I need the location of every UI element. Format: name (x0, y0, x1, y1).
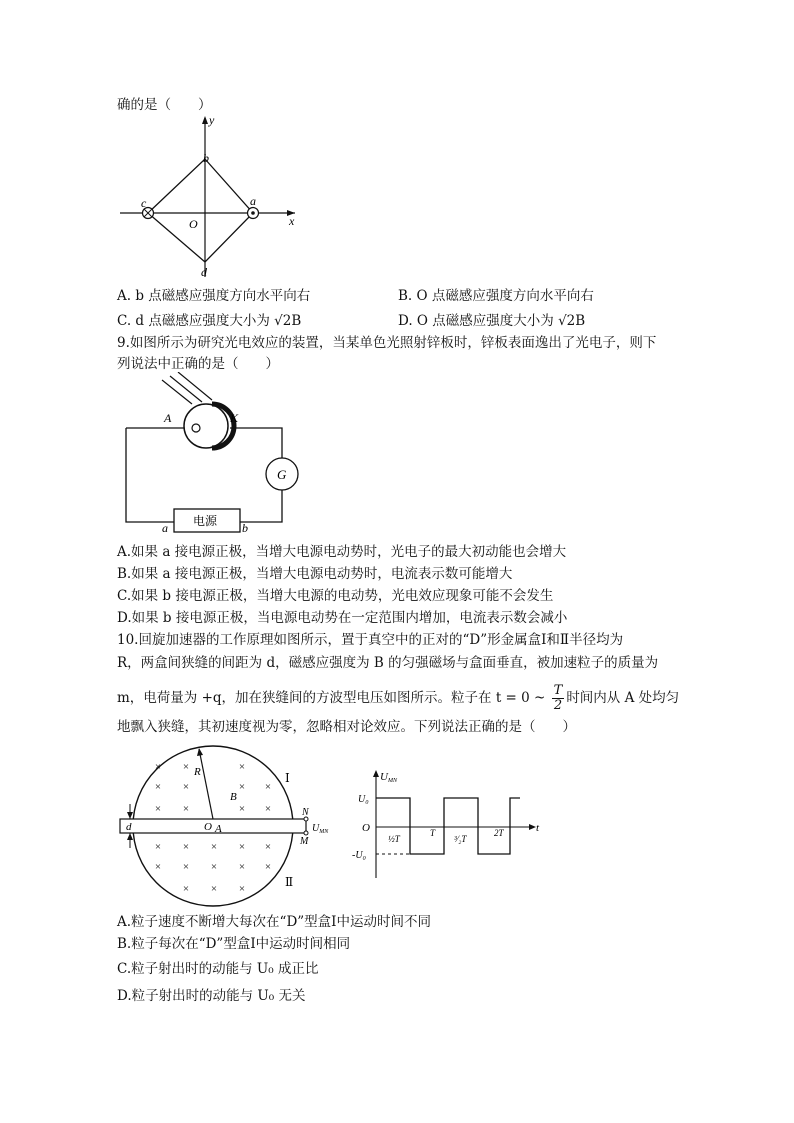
svg-text:×: × (154, 861, 162, 873)
q10-option-d: D.粒子射出时的动能与 U₀ 无关 (117, 988, 306, 1004)
q10-option-c: C.粒子射出时的动能与 U₀ 成正比 (117, 961, 319, 977)
fraction-denominator: 2 (553, 698, 563, 713)
q10-voltage-graph (350, 768, 545, 880)
origin-label: O (362, 822, 370, 834)
svg-text:×: × (264, 861, 272, 873)
point-a-label: A (215, 823, 222, 835)
center-o-label: O (204, 821, 212, 833)
svg-text:×: × (182, 841, 190, 853)
q10-dee-figure (118, 742, 340, 910)
svg-text:×: × (154, 841, 162, 853)
q9-figure (120, 372, 300, 537)
svg-text:×: × (238, 803, 246, 815)
terminal-b-label: b (242, 521, 248, 535)
terminal-m-label: M (300, 836, 309, 847)
two-t-tick-label: 2T (494, 828, 504, 838)
svg-text:×: × (154, 761, 162, 773)
point-b-label: b (203, 151, 209, 165)
q8-option-a: A. b 点磁感应强度方向水平向右 (117, 288, 311, 304)
q9-option-d: D.如果 b 接电源正极，当电源电动势在一定范围内增加，电流表示数会减小 (117, 610, 568, 626)
anode-label: A (164, 411, 172, 425)
svg-text:×: × (210, 841, 218, 853)
q10-option-a: A.粒子速度不断增大每次在“D”型盒Ⅰ中运动时间不同 (117, 914, 431, 930)
q9-option-b: B.如果 a 接电源正极，当增大电源电动势时，电流表示数可能增大 (117, 566, 513, 582)
svg-text:×: × (154, 803, 162, 815)
q10-stem-line4: 地飘入狭缝，其初速度视为零，忽略相对论效应。下列说法正确的是（ ） (117, 719, 576, 735)
point-d-label: d (201, 265, 207, 279)
dee-one-label: Ⅰ (285, 771, 290, 785)
svg-text:×: × (210, 883, 218, 895)
q9-option-c: C.如果 b 接电源正极，当增大电源的电动势，光电效应现象可能不会发生 (117, 588, 554, 604)
field-b-label: B (230, 791, 237, 803)
q9-option-a: A.如果 a 接电源正极，当增大电源电动势时，光电子的最大初动能也会增大 (117, 544, 567, 560)
svg-text:×: × (264, 841, 272, 853)
u-axis-label: UMN (380, 771, 397, 784)
svg-text:×: × (238, 861, 246, 873)
svg-text:×: × (238, 781, 246, 793)
q8-stem-tail: 确的是（ ） (117, 97, 212, 113)
cathode-label: K (230, 411, 239, 425)
svg-text:×: × (238, 761, 246, 773)
q10-stem-line1: 10.回旋加速器的工作原理如图所示，置于真空中的正对的“D”形金属盒Ⅰ和Ⅱ半径均为 (117, 632, 624, 648)
q10-stem-line3-part2: 时间内从 A 处均匀 (566, 690, 680, 706)
y-axis-label: y (209, 113, 215, 127)
u0-tick-label: U₀ (358, 794, 369, 805)
q8-option-d: D. O 点磁感应强度大小为 √2B (398, 313, 586, 329)
t-tick-label: T (430, 828, 436, 838)
x-axis-label: x (289, 214, 295, 228)
fraction-numerator: T (553, 683, 563, 698)
gap-d-label: d (126, 821, 132, 833)
svg-text:×: × (210, 861, 218, 873)
voltage-u-label: $U_{MN}$ (312, 823, 329, 835)
q10-stem-line2: R，两盒间狭缝的间距为 d，磁感应强度为 B 的匀强磁场与盒面垂直，被加速粒子的质量为 (117, 655, 659, 671)
q8-option-b: B. O 点磁感应强度方向水平向右 (398, 288, 594, 304)
q8-figure (115, 112, 305, 282)
galvanometer-label: G (277, 467, 287, 482)
svg-text:×: × (182, 781, 190, 793)
svg-text:×: × (182, 761, 190, 773)
svg-text:×: × (182, 883, 190, 895)
point-c-label: c (141, 196, 147, 210)
point-a-label: a (250, 194, 256, 208)
svg-text:×: × (182, 803, 190, 815)
radius-label: R (194, 766, 201, 778)
terminal-n-label: N (302, 807, 309, 818)
svg-text:×: × (238, 841, 246, 853)
three-half-t-tick-label: ³⁄₂T (454, 834, 467, 844)
q10-option-b: B.粒子每次在“D”型盒Ⅰ中运动时间相同 (117, 936, 351, 952)
svg-text:×: × (264, 803, 272, 815)
half-t-tick-label: ½T (388, 834, 400, 844)
svg-text:×: × (182, 861, 190, 873)
q9-stem-line2: 列说法中正确的是（ ） (117, 356, 279, 372)
svg-text:×: × (264, 781, 272, 793)
fraction (552, 684, 565, 713)
t-axis-label: t (536, 822, 540, 834)
svg-text:×: × (238, 883, 246, 895)
svg-text:×: × (154, 781, 162, 793)
q10-stem-line3 (117, 684, 679, 713)
neg-u0-tick-label: -U₀ (352, 850, 367, 861)
q10-stem-line3-part1: m，电荷量为 +q，加在狭缝间的方波型电压如图所示。粒子在 t = 0 ~ (117, 690, 550, 706)
power-source-label: 电源 (193, 514, 218, 528)
q8-option-c: C. d 点磁感应强度大小为 √2B (117, 313, 302, 329)
terminal-a-label: a (162, 521, 168, 535)
dee-two-label: Ⅱ (285, 875, 294, 889)
q9-stem-line1: 9.如图所示为研究光电效应的装置，当某单色光照射锌板时，锌板表面逸出了光电子，则下 (117, 335, 657, 351)
origin-label: O (189, 217, 198, 231)
